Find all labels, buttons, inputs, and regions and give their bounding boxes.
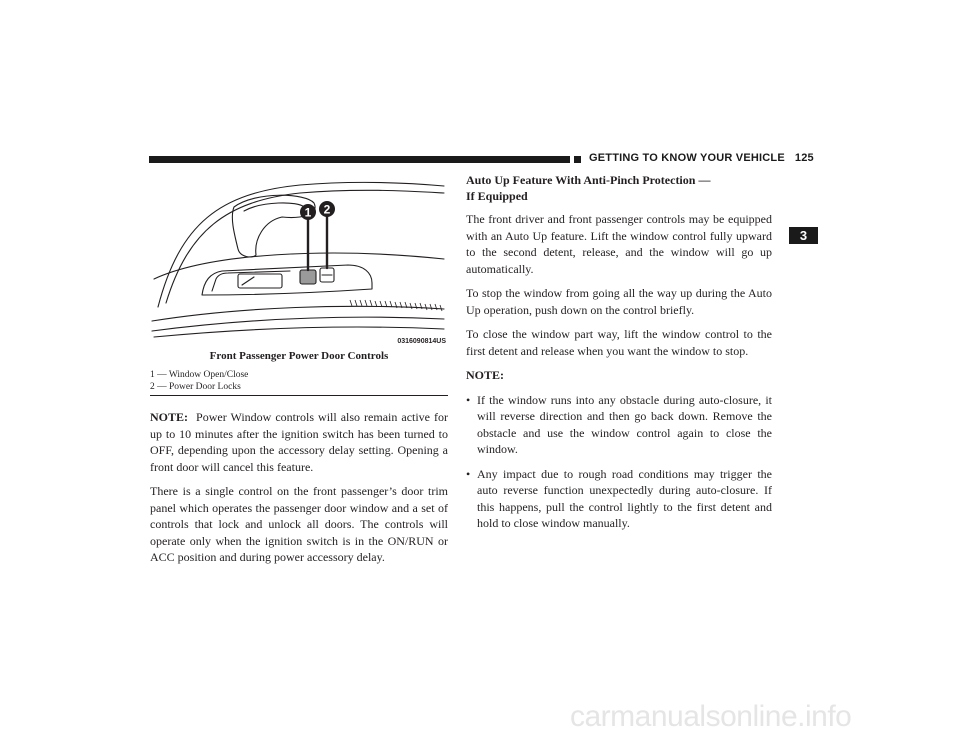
figure-code: 0316090814US [397,338,446,345]
legend-item: 1 — Window Open/Close [150,370,249,380]
trim-texture [350,300,442,311]
note-label: NOTE: [466,368,505,382]
legend-divider [150,395,448,396]
section-title: GETTING TO KNOW YOUR VEHICLE [589,152,785,164]
door-controls-illustration [150,175,448,345]
figure-caption: Front Passenger Power Door Controls [209,350,389,362]
heading-line: If Equipped [466,189,528,203]
door-panel-drawing [150,175,448,345]
body-paragraph: To stop the window from going all the way up during the Auto Up operation, push down on the control briefly. [466,286,772,317]
callout-2 [319,201,335,217]
bullet-glyph: • [466,466,471,481]
list-item-text: Any impact due to rough road conditions may trigger the auto reverse function unexpectedly during auto-closure. If this happens, pull the control lightly to the first detent and hold to close window manually. [477,466,772,530]
figure-legend [150,369,248,393]
running-header [589,152,814,164]
note-paragraph [150,409,448,475]
legend-item: 2 — Power Door Locks [150,382,241,392]
page-number: 125 [794,152,814,164]
left-column [150,409,448,574]
header-rule [149,156,570,163]
list-item [466,392,772,458]
note-label: NOTE: [150,410,189,424]
chapter-tab: 3 [789,227,818,244]
callout-2-label: 2 [323,202,331,217]
header-marker [574,156,581,163]
callout-1-label: 1 [304,205,312,220]
note-bullets [466,392,772,532]
note-text: Power Window controls will also remain active for up to 10 minutes after the ignition switch has been turned to OFF, depending upon the accessory delay setting. Opening a front door will cancel this feature. [150,410,449,474]
body-paragraph: The front driver and front passenger controls may be equipped with an Auto Up feature. Lift the window control fully upward to the second detent, release, and the window will go up automatically. [466,212,772,276]
section-heading [466,172,772,204]
watermark: carmanualsonline.info [570,700,852,733]
heading-line: Auto Up Feature With Anti-Pinch Protection — [466,173,711,187]
body-paragraph: To close the window part way, lift the window control to the first detent and release when you want the window to stop. [466,327,772,358]
callout-1 [300,204,316,220]
right-column [466,172,772,540]
body-paragraph: There is a single control on the front passenger’s door trim panel which operates the passenger door window and a set of controls that lock and unlock all doors. The controls will operate only when the ignition switch is in the ON/RUN or ACC position and during power accessory delay. [150,484,448,564]
list-item [466,466,772,532]
bullet-glyph: • [466,392,471,407]
list-item-text: If the window runs into any obstacle during auto-closure, it will reverse direction and then go back down. Remove the obstacle and use the window control again to close the window. [477,392,772,456]
